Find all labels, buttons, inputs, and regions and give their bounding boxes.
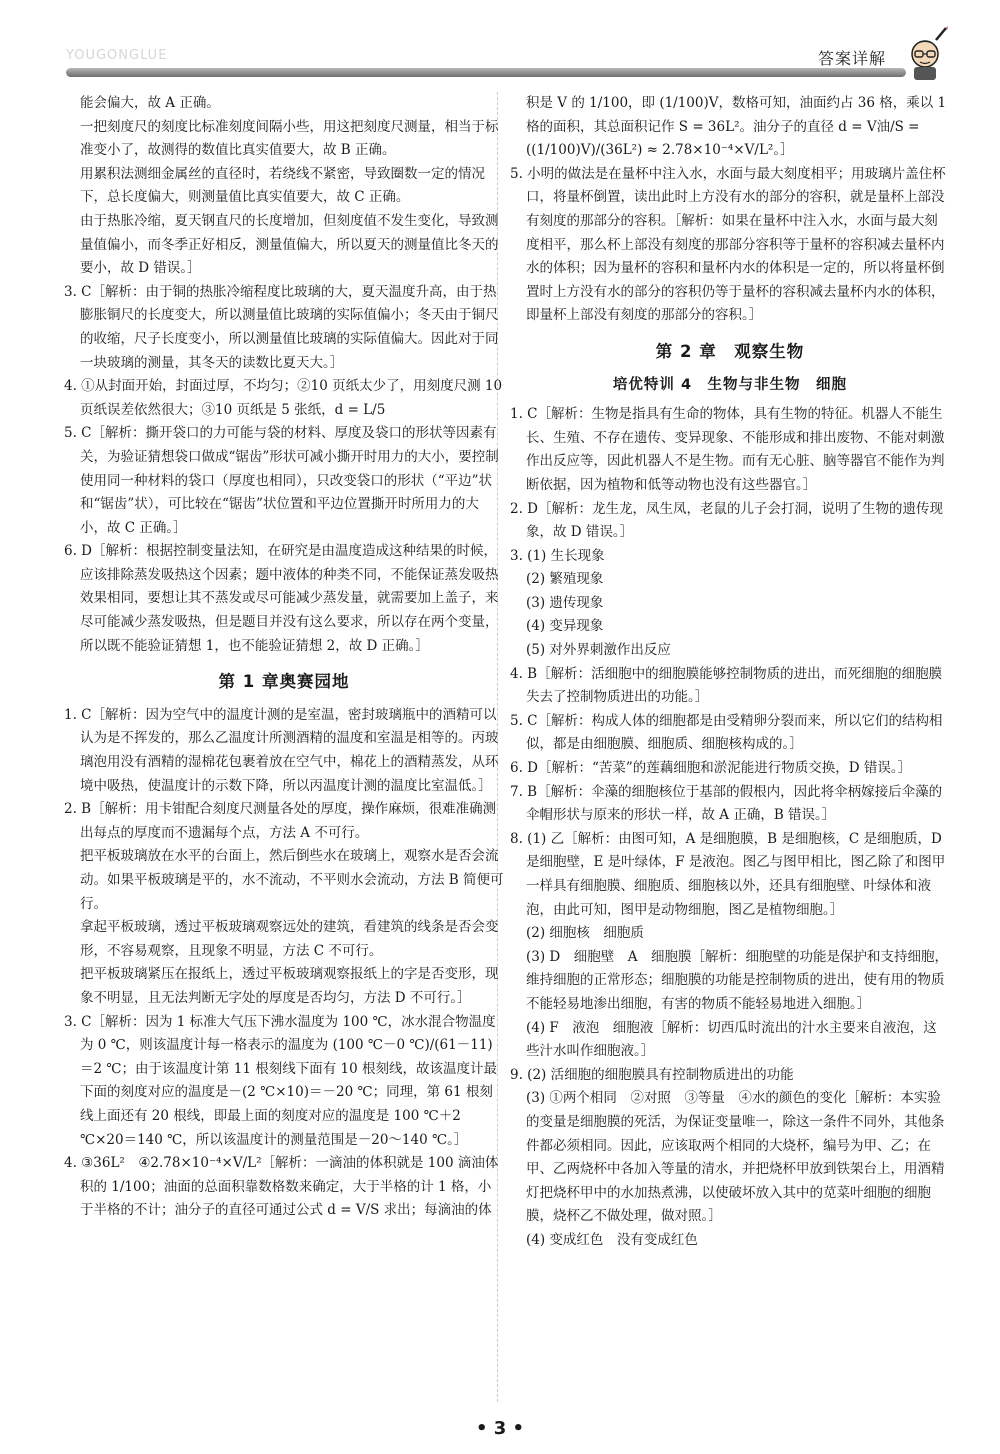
answer-paragraph: 能会偏大，故 A 正确。 bbox=[80, 95, 220, 111]
answer-paragraph: 把平板玻璃紧压在报纸上，透过平板玻璃观察报纸上的字是否变形，现象不明显，且无法判断无字处的厚度是否均匀，方法 D 不可行。］ bbox=[80, 966, 499, 1006]
answer-paragraph: 6. D［解析：“苦菜”的莲藕细胞和淤泥能进行物质交换，D 错误。］ bbox=[510, 760, 912, 777]
answer-paragraph: 积是 V 的 1/100，即 (1/100)V，数格可知，油面约占 36 格，乘以 1 格的面积，其总面积记作 S = 36L²。油分子的直径 d = V油/S = ((1/100)V)/(36L²) ≈ 2.78×10⁻⁴×V/L²。］ bbox=[526, 95, 947, 159]
answer-paragraph: 6. D［解析：根据控制变量法知，在研究是由温度造成这种结果的时候，应该排除蒸发吸热这个因素；题中液体的种类不同，不能保证蒸发吸热效果相同，要想让其不蒸发或尽可能减少蒸发量，就需要加上盖子，来尽可能减少蒸发吸热，但是题目并没有这么要求，所以存在两个变量，所以既不能验证猜想 1，也不能验证猜想 2，故 D 正确。］ bbox=[64, 543, 499, 654]
brand-watermark: YOUGONGLUE bbox=[66, 48, 168, 63]
answer-paragraph: 把平板玻璃放在水平的台面上，然后倒些水在玻璃上，观察水是否会流动。如果平板玻璃是平的，水不流动，不平则水会流动，方法 B 简便可行。 bbox=[80, 848, 504, 912]
answer-paragraph: 4. ①从封面开始，封面过厚，不均匀；②10 页纸太少了，用刻度尺测 10 页纸误差依然很大；③10 页纸是 5 张纸，d = L/5 bbox=[64, 378, 503, 418]
answer-paragraph: 3. C［解析：因为 1 标准大气压下沸水温度为 100 ℃，冰水混合物温度为 0 ℃，则该温度计每一格表示的温度为 (100 ℃－0 ℃)/(61－11) ＝2 ℃；由于该温度计第 11 根刻线下面有 10 根刻线，故该温度计最下面的刻度对应的温度是－(2 ℃×10)＝－20 ℃；同理，第 61 根刻线上面还有 20 根线，即最上面的刻度对应的温度是 100 ℃＋2 ℃×20＝140 ℃，所以该温度计的测量范围是－20～140 ℃。］ bbox=[64, 1013, 498, 1148]
answer-paragraph: (3) 遗传现象 bbox=[526, 594, 604, 611]
header-title: 答案详解 bbox=[818, 49, 887, 68]
right-column bbox=[510, 92, 950, 1253]
answer-paragraph: 7. B［解析：伞藻的细胞核位于基部的假根内，因此将伞柄嫁接后伞藻的伞帽形状与原来的形状一样，故 A 正确，B 错误。］ bbox=[510, 783, 943, 824]
answer-paragraph: 1. C［解析：因为空气中的温度计测的是室温，密封玻璃瓶中的酒精可以认为是不挥发的，那么乙温度计所测酒精的温度和室温是相等的。丙玻璃泡用没有酒精的湿棉花包裹着放在空气中，棉花上的酒精蒸发，从环境中吸热，使温度计的示数下降，所以丙温度计测的温度比室温低。］ bbox=[64, 706, 499, 794]
section-heading: 第 1 章奥赛园地 bbox=[218, 672, 350, 692]
mascot-icon bbox=[900, 24, 950, 82]
section-heading: 第 2 章 观察生物 bbox=[655, 341, 805, 361]
header-bar bbox=[66, 68, 906, 77]
answer-paragraph: 4. B［解析：活细胞中的细胞膜能够控制物质的进出，而死细胞的细胞膜失去了控制物质进出的功能。］ bbox=[510, 665, 943, 706]
answer-paragraph: 一把刻度尺的刻度比标准刻度间隔小些，用这把刻度尺测量，相当于标准变小了，故测得的数值比真实值要大，故 B 正确。 bbox=[80, 118, 499, 159]
answer-paragraph: 5. 小明的做法是在量杯中注入水，水面与最大刻度相平；用玻璃片盖住杯口，将量杯倒置，读出此时上方没有水的部分的容积，就是量杯上部没有刻度的那部分的容积。［解析：如果在量杯中注入水，水面与最大刻度相平，那么杯上部没有刻度的那部分容积等于量杯的容积减去量杯内水的体积；因为量杯的容积和量杯内水的体积是一定的，所以将量杯倒置时上方没有水的部分的容积仍等于量杯的容积减去量杯内水的体积，即量杯上部没有刻度的那部分的容积。］ bbox=[510, 165, 946, 324]
answer-paragraph: 3. C［解析：由于铜的热胀冷缩程度比玻璃的大，夏天温度升高，由于热膨胀铜尺的长度变大，所以测量值比玻璃的实际值偏小；冬天由于铜尺的收缩，尺子长度变小，所以测量值比玻璃的实际值偏大。因此对于同一块玻璃的测量，其冬天的读数比夏天大。］ bbox=[64, 283, 499, 371]
answer-paragraph: (3) D 细胞壁 A 细胞膜［解析：细胞壁的功能是保护和支持细胞，维持细胞的正常形态；细胞膜的功能是控制物质的进出，使有用的物质不能轻易地渗出细胞，有害的物质不能轻易地进入细胞。］ bbox=[526, 948, 948, 1012]
answer-paragraph: 用累积法测细金属丝的直径时，若绕线不紧密，导致圈数一定的情况下，总长度偏大，则测量值比真实值要大，故 C 正确。 bbox=[80, 165, 485, 206]
answer-paragraph: 3. (1) 生长现象 bbox=[510, 547, 605, 564]
answer-paragraph: 拿起平板玻璃，透过平板玻璃观察远处的建筑，看建筑的线条是否会变形，不容易观察，且现象不明显，方法 C 不可行。 bbox=[80, 919, 499, 959]
answer-paragraph: 2. D［解析：龙生龙，凤生凤，老鼠的儿子会打洞，说明了生物的遗传现象，故 D 错误。］ bbox=[510, 500, 943, 541]
answer-paragraph: 1. C［解析：生物是指具有生命的物体，具有生物的特征。机器人不能生长、生殖、不存在遗传、变异现象、不能形成和排出废物、不能对刺激作出反应等，因此机器人不是生物。而有无心脏、脑等器官不能作为判断依据，因为植物和低等动物也没有这些器官。］ bbox=[510, 406, 945, 493]
answer-paragraph: 5. C［解析：构成人体的细胞都是由受精卵分裂而来，所以它们的结构相似，都是由细胞膜、细胞质、细胞核构成的。］ bbox=[510, 712, 943, 753]
answer-paragraph: (4) F 液泡 细胞液［解析：切西瓜时流出的汁水主要来自液泡，这些汁水叫作细胞液。］ bbox=[526, 1019, 937, 1060]
answer-paragraph: 5. C［解析：撕开袋口的力可能与袋的材料、厚度及袋口的形状等因素有关，为验证猜想袋口做成“锯齿”形状可减小撕开时用力的大小，要控制使用同一种材料的袋口（厚度也相同），只改变袋口的形状（“平边”状和“锯齿”状），可比较在“锯齿”状位置和平边位置撕开时所用力的大小，故 C 正确。］ bbox=[64, 425, 499, 536]
page-header bbox=[0, 0, 1000, 90]
answer-paragraph: (4) 变异现象 bbox=[526, 618, 604, 635]
answer-paragraph: 9. (2) 活细胞的细胞膜具有控制物质进出的功能 bbox=[510, 1066, 794, 1083]
answer-paragraph: (3) ①两个相同 ②对照 ③等量 ④水的颜色的变化［解析：本实验的变量是细胞膜的死活，为保证变量唯一，除这一条件不同外，其他条件都必须相同。因此，应该取两个相同的大烧杯，编号为甲、乙；在甲、乙两烧杯中各加入等量的清水，并把烧杯甲放到铁架台上，用酒精灯把烧杯甲中的水加热煮沸，以使破坏放入其中的苋菜叶细胞的细胞膜，烧杯乙不做处理，做对照。］ bbox=[526, 1090, 945, 1225]
answer-paragraph: (2) 细胞核 细胞质 bbox=[526, 925, 644, 942]
answer-paragraph: 2. B［解析：用卡钳配合刻度尺测量各处的厚度，操作麻烦，很难准确测出每点的厚度而不遗漏每个点，方法 A 不可行。 bbox=[64, 801, 497, 841]
answer-paragraph: 4. ③36L² ④2.78×10⁻⁴×V/L²［解析：一滴油的体积就是 100 滴油体积的 1/100；油面的总面积靠数格数来确定，大于半格的计 1 格，小于半格的不计；油分子的直径可通过公式 d = V/S 求出；每滴油的体 bbox=[64, 1155, 499, 1219]
answer-paragraph: (5) 对外界刺激作出反应 bbox=[526, 642, 671, 659]
answer-paragraph: (2) 繁殖现象 bbox=[526, 571, 604, 588]
left-column bbox=[64, 92, 504, 1223]
answer-paragraph: 8. (1) 乙［解析：由图可知，A 是细胞膜，B 是细胞核，C 是细胞质，D 是细胞壁，E 是叶绿体，F 是液泡。图乙与图甲相比，图乙除了和图甲一样具有细胞膜、细胞质、细胞核以外，还具有细胞壁、叶绿体和液泡，由此可知，图甲是动物细胞，图乙是植物细胞。］ bbox=[510, 830, 946, 918]
page-number: • 3 • bbox=[475, 1418, 525, 1439]
answer-paragraph: 由于热胀冷缩，夏天钢直尺的长度增加，但刻度值不发生变化，导致测量值偏小，而冬季正好相反，测量值偏大，所以夏天的测量值比冬天的要小，故 D 错误。］ bbox=[80, 212, 499, 277]
answer-paragraph: (4) 变成红色 没有变成红色 bbox=[526, 1231, 698, 1248]
section-heading: 培优特训 4 生物与非生物 细胞 bbox=[612, 376, 848, 393]
